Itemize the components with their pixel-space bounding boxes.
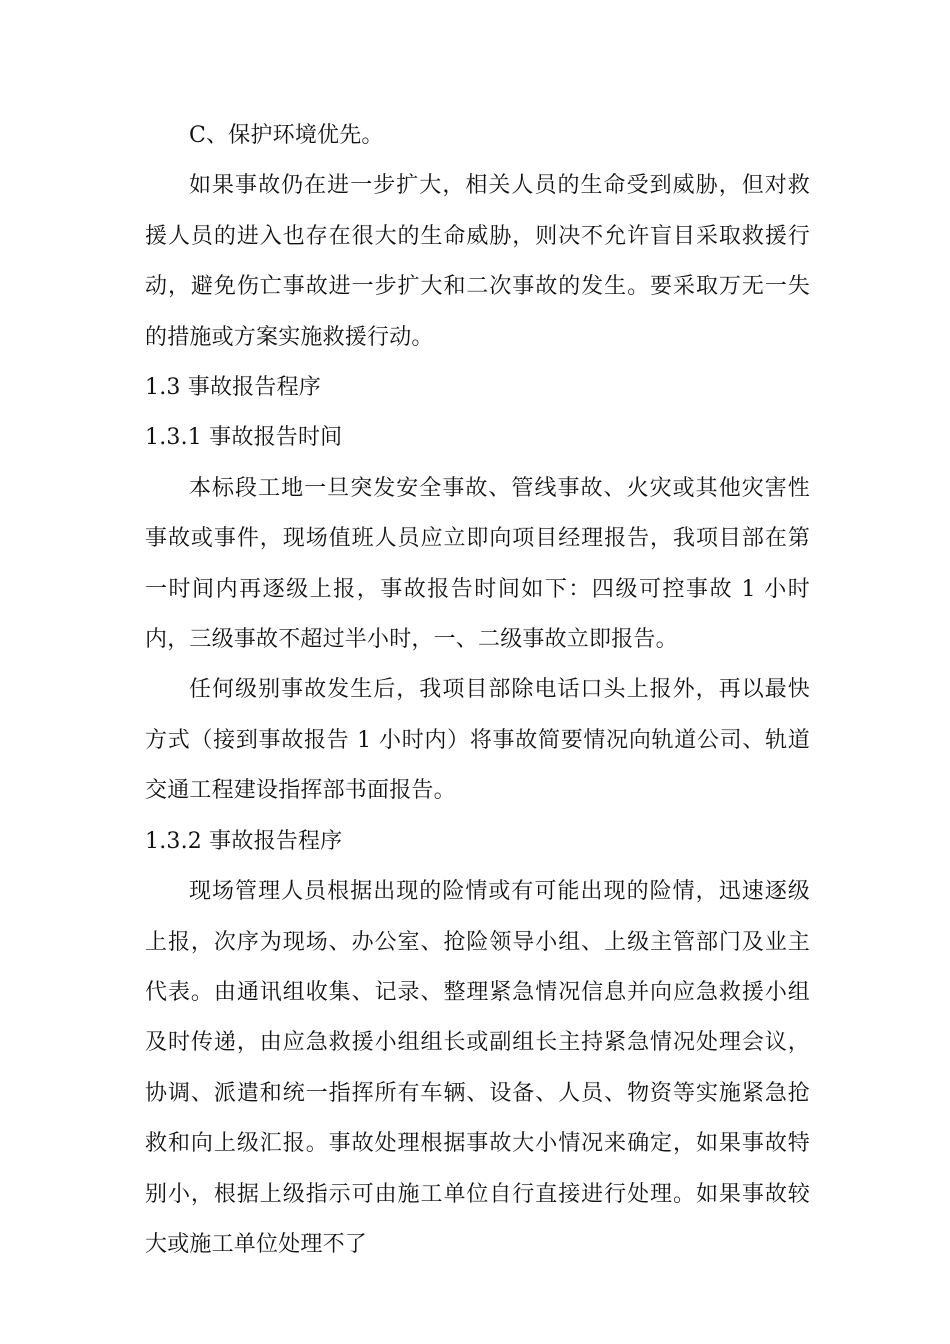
paragraph-report-procedure: 现场管理人员根据出现的险情或有可能出现的险情，迅速逐级上报，次序为现场、办公室、抢险领导小组、上级主管部门及业主代表。由通讯组收集、记录、整理紧急情况信息并向应急救援小组及时传递，由应急救援小组组长或副组长主持紧急情况处理会议，协调、派遣和统一指挥所有车辆、设备、人员、物资等实施紧急抢救和向上级汇报。事故处理根据事故大小情况来确定，如果事故特别小，根据上级指示可由施工单位自行直接进行处理。如果事故较大或施工单位处理不了 bbox=[145, 879, 810, 1257]
paragraph-report-time: 本标段工地一旦突发安全事故、管线事故、火灾或其他灾害性事故或事件，现场值班人员应立即向项目经理报告，我项目部在第一时间内再逐级上报，事故报告时间如下：四级可控事故 1 小时内，三级事故不超过半小时，一、二级事故立即报告。 bbox=[145, 475, 810, 653]
paragraph-rescue-caution: 如果事故仍在进一步扩大，相关人员的生命受到威胁，但对救援人员的进入也存在很大的生命威胁，则决不允许盲目采取救援行动，避免伤亡事故进一步扩大和二次事故的发生。要采取万无一失的措施或方案实施救援行动。 bbox=[145, 173, 810, 350]
paragraph-written-report: 任何级别事故发生后，我项目部除电话口头上报外，再以最快方式（接到事故报告 1 小时内）将事故简要情况向轨道公司、轨道交通工程建设指挥部书面报告。 bbox=[145, 677, 810, 804]
subsection-heading-report-procedure: 1.3.2 事故报告程序 bbox=[145, 828, 343, 854]
paragraph-environment-priority: C、保护环境优先。 bbox=[189, 123, 384, 148]
subsection-heading-report-time: 1.3.1 事故报告时间 bbox=[145, 425, 343, 451]
section-heading-accident-report-procedure: 1.3 事故报告程序 bbox=[145, 375, 321, 401]
document-body bbox=[145, 111, 810, 1270]
